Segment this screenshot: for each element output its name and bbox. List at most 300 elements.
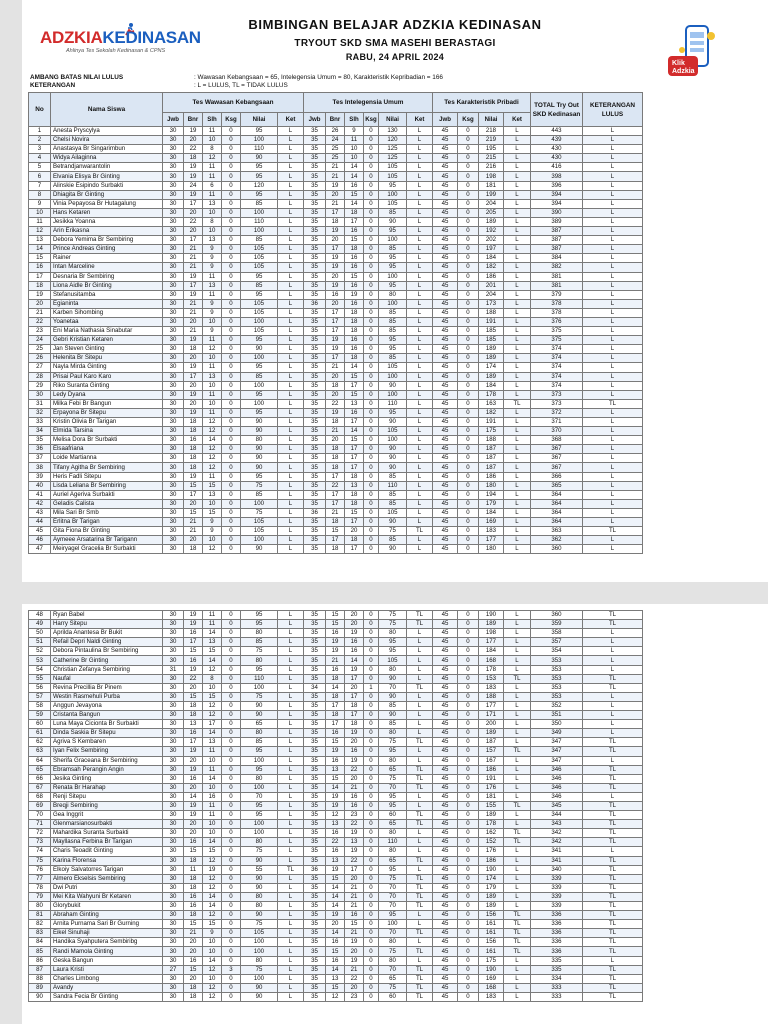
cell-tiu-bnr: 14	[326, 902, 345, 911]
cell-tkp-ksg: 0	[458, 683, 479, 692]
cell-tkp-ksg: 0	[458, 217, 479, 226]
cell-tkp-jwb: 45	[433, 647, 458, 656]
cell-twk-nilai: 80	[241, 902, 278, 911]
cell-twk-nilai: 110	[241, 145, 278, 154]
cell-status: L	[583, 729, 643, 738]
cell-status: TL	[583, 829, 643, 838]
cell-tiu-nilai: 95	[379, 865, 407, 874]
cell-status: L	[583, 372, 643, 381]
cell-twk-nilai: 85	[241, 490, 278, 499]
cell-twk-ksg: 0	[222, 272, 241, 281]
cell-total: 334	[531, 974, 583, 983]
cell-tkp-ksg: 0	[458, 481, 479, 490]
cell-twk-slh: 9	[203, 929, 222, 938]
cell-tiu-ksg: 0	[364, 190, 379, 199]
cell-tkp-jwb: 45	[433, 720, 458, 729]
cell-status: TL	[583, 856, 643, 865]
cell-no: 13	[29, 236, 51, 245]
app-badge-line-1: Klik	[672, 60, 685, 67]
cell-tiu-bnr: 19	[326, 345, 345, 354]
cell-tiu-ket: L	[407, 172, 433, 181]
cell-status: L	[583, 436, 643, 445]
cell-tkp-nilai: 168	[479, 656, 504, 665]
cell-tkp-ksg: 0	[458, 190, 479, 199]
cell-twk-ket: L	[278, 181, 304, 190]
cell-tkp-jwb: 45	[433, 436, 458, 445]
cell-twk-ket: L	[278, 145, 304, 154]
cell-twk-jwb: 30	[163, 638, 184, 647]
cell-tiu-ket: L	[407, 545, 433, 554]
cell-twk-nilai: 95	[241, 611, 278, 620]
cell-tiu-ket: L	[407, 390, 433, 399]
cell-tiu-slh: 17	[345, 518, 364, 527]
cell-name: Handika Syahputera Sembiribg	[51, 938, 163, 947]
cell-tiu-jwb: 35	[304, 638, 326, 647]
table-row	[29, 974, 643, 983]
cell-tiu-bnr: 15	[326, 527, 345, 536]
cell-name: Arnita Purnama Sari Br Gurning	[51, 920, 163, 929]
cell-twk-jwb: 30	[163, 765, 184, 774]
cell-tkp-ksg: 0	[458, 711, 479, 720]
cell-tkp-nilai: 175	[479, 427, 504, 436]
cell-tkp-nilai: 186	[479, 272, 504, 281]
cell-tkp-jwb: 45	[433, 345, 458, 354]
table-row	[29, 883, 643, 892]
cell-twk-jwb: 30	[163, 227, 184, 236]
table-row	[29, 172, 643, 181]
cell-twk-slh: 15	[203, 692, 222, 701]
cell-tiu-nilai: 85	[379, 701, 407, 710]
cell-tkp-nilai: 178	[479, 820, 504, 829]
cell-twk-slh: 10	[203, 208, 222, 217]
cell-tiu-bnr: 19	[326, 263, 345, 272]
cell-tiu-bnr: 19	[326, 911, 345, 920]
cell-tiu-ksg: 0	[364, 801, 379, 810]
cell-total: 343	[531, 820, 583, 829]
cell-tiu-slh: 16	[345, 792, 364, 801]
cell-twk-slh: 10	[203, 683, 222, 692]
col-tiu-ket: Ket	[407, 113, 433, 127]
cell-tiu-bnr: 13	[326, 820, 345, 829]
table-row	[29, 674, 643, 683]
cell-tkp-ket: TL	[504, 747, 531, 756]
cell-total: 374	[531, 354, 583, 363]
cell-twk-slh: 11	[203, 408, 222, 417]
cell-tiu-nilai: 80	[379, 829, 407, 838]
cell-tkp-ksg: 0	[458, 720, 479, 729]
cell-status: TL	[583, 620, 643, 629]
cell-tiu-ksg: 0	[364, 217, 379, 226]
cell-twk-nilai: 100	[241, 317, 278, 326]
cell-total: 358	[531, 629, 583, 638]
cell-twk-bnr: 15	[184, 508, 203, 517]
cell-tkp-ket: L	[504, 390, 531, 399]
cell-tkp-jwb: 45	[433, 729, 458, 738]
cell-tkp-jwb: 45	[433, 620, 458, 629]
cell-tkp-jwb: 45	[433, 929, 458, 938]
cell-tiu-slh: 18	[345, 245, 364, 254]
cell-twk-ket: L	[278, 527, 304, 536]
cell-no: 90	[29, 992, 51, 1001]
cell-tkp-ket: L	[504, 190, 531, 199]
cell-twk-bnr: 20	[184, 756, 203, 765]
cell-twk-slh: 11	[203, 801, 222, 810]
cell-status: TL	[583, 611, 643, 620]
cell-twk-slh: 9	[203, 518, 222, 527]
cell-tiu-bnr: 16	[326, 629, 345, 638]
cell-tiu-jwb: 35	[304, 290, 326, 299]
cell-tiu-bnr: 13	[326, 765, 345, 774]
cell-tiu-bnr: 14	[326, 683, 345, 692]
table-row	[29, 692, 643, 701]
cell-no: 5	[29, 163, 51, 172]
cell-twk-nilai: 95	[241, 390, 278, 399]
cell-tiu-nilai: 100	[379, 236, 407, 245]
cell-status: TL	[583, 947, 643, 956]
cell-tkp-nilai: 183	[479, 527, 504, 536]
cell-name: Karina Florensa	[51, 856, 163, 865]
cell-tiu-slh: 19	[345, 847, 364, 856]
cell-twk-bnr: 19	[184, 127, 203, 136]
cell-tiu-bnr: 24	[326, 136, 345, 145]
cell-tkp-ksg: 0	[458, 920, 479, 929]
cell-total: 346	[531, 792, 583, 801]
cell-tiu-slh: 10	[345, 154, 364, 163]
cell-twk-bnr: 17	[184, 638, 203, 647]
cell-total: 342	[531, 829, 583, 838]
cell-no: 47	[29, 545, 51, 554]
cell-twk-ksg: 0	[222, 263, 241, 272]
cell-tkp-nilai: 155	[479, 801, 504, 810]
cell-twk-bnr: 19	[184, 801, 203, 810]
cell-twk-ket: L	[278, 418, 304, 427]
cell-tiu-jwb: 35	[304, 902, 326, 911]
cell-twk-slh: 11	[203, 272, 222, 281]
cell-twk-bnr: 22	[184, 145, 203, 154]
cell-tiu-slh: 20	[345, 611, 364, 620]
cell-tkp-nilai: 190	[479, 965, 504, 974]
cell-tkp-nilai: 188	[479, 692, 504, 701]
cell-tiu-jwb: 35	[304, 236, 326, 245]
cell-tiu-ksg: 0	[364, 911, 379, 920]
cell-tiu-nilai: 60	[379, 811, 407, 820]
cell-no: 37	[29, 454, 51, 463]
table-row	[29, 136, 643, 145]
cell-status: L	[583, 711, 643, 720]
cell-tkp-nilai: 189	[479, 354, 504, 363]
col-name: Nama Siswa	[51, 93, 163, 127]
cell-total: 339	[531, 874, 583, 883]
cell-tiu-slh: 18	[345, 472, 364, 481]
cell-tiu-nilai: 70	[379, 902, 407, 911]
cell-tiu-ket: L	[407, 747, 433, 756]
cell-twk-nilai: 90	[241, 463, 278, 472]
cell-twk-ket: L	[278, 674, 304, 683]
cell-twk-bnr: 24	[184, 181, 203, 190]
cell-tkp-ksg: 0	[458, 902, 479, 911]
cell-tiu-slh: 18	[345, 536, 364, 545]
cell-no: 75	[29, 856, 51, 865]
cell-tkp-ksg: 0	[458, 865, 479, 874]
cell-tkp-jwb: 45	[433, 938, 458, 947]
cell-tkp-nilai: 189	[479, 902, 504, 911]
table-row	[29, 345, 643, 354]
cell-tkp-jwb: 45	[433, 172, 458, 181]
cell-tiu-slh: 20	[345, 738, 364, 747]
cell-twk-slh: 14	[203, 892, 222, 901]
cell-tiu-nilai: 100	[379, 299, 407, 308]
cell-tiu-ksg: 0	[364, 327, 379, 336]
cell-twk-ket: L	[278, 236, 304, 245]
cell-twk-slh: 10	[203, 974, 222, 983]
cell-tiu-jwb: 35	[304, 738, 326, 747]
cell-twk-nilai: 100	[241, 820, 278, 829]
cell-tiu-slh: 17	[345, 445, 364, 454]
cell-tkp-nilai: 161	[479, 920, 504, 929]
cell-tkp-ket: TL	[504, 938, 531, 947]
cell-tiu-ksg: 0	[364, 536, 379, 545]
cell-tkp-ket: L	[504, 527, 531, 536]
cell-tiu-nilai: 90	[379, 518, 407, 527]
cell-total: 335	[531, 965, 583, 974]
cell-tiu-jwb: 35	[304, 729, 326, 738]
cell-tkp-ksg: 0	[458, 874, 479, 883]
cell-tkp-nilai: 177	[479, 536, 504, 545]
cell-twk-ksg: 0	[222, 974, 241, 983]
cell-twk-slh: 6	[203, 181, 222, 190]
cell-status: L	[583, 381, 643, 390]
cell-tiu-slh: 19	[345, 629, 364, 638]
cell-twk-ket: L	[278, 747, 304, 756]
cell-twk-ket: L	[278, 883, 304, 892]
cell-tkp-ksg: 0	[458, 354, 479, 363]
cell-twk-slh: 9	[203, 299, 222, 308]
cell-tkp-ksg: 0	[458, 729, 479, 738]
cell-twk-ksg: 0	[222, 665, 241, 674]
cell-twk-ksg: 0	[222, 883, 241, 892]
cell-status: L	[583, 154, 643, 163]
cell-tkp-jwb: 45	[433, 399, 458, 408]
cell-twk-slh: 12	[203, 418, 222, 427]
cell-tiu-slh: 17	[345, 692, 364, 701]
cell-tkp-nilai: 200	[479, 720, 504, 729]
cell-tkp-jwb: 45	[433, 692, 458, 701]
cell-tiu-ket: TL	[407, 856, 433, 865]
cell-name: Elkoiy Salvatorres Tarigan	[51, 865, 163, 874]
cell-tiu-bnr: 14	[326, 783, 345, 792]
cell-tiu-bnr: 15	[326, 947, 345, 956]
cell-twk-jwb: 30	[163, 181, 184, 190]
cell-tiu-jwb: 35	[304, 774, 326, 783]
cell-twk-ket: L	[278, 820, 304, 829]
cell-tiu-ksg: 0	[364, 756, 379, 765]
cell-tiu-nilai: 95	[379, 281, 407, 290]
cell-tiu-slh: 23	[345, 992, 364, 1001]
cell-twk-slh: 14	[203, 729, 222, 738]
cell-no: 9	[29, 199, 51, 208]
cell-twk-ksg: 0	[222, 865, 241, 874]
table-row	[29, 236, 643, 245]
cell-no: 50	[29, 629, 51, 638]
cell-tiu-ket: TL	[407, 611, 433, 620]
cell-tkp-ksg: 0	[458, 747, 479, 756]
cell-tkp-jwb: 45	[433, 272, 458, 281]
cell-twk-slh: 12	[203, 445, 222, 454]
cell-tiu-jwb: 35	[304, 620, 326, 629]
cell-status: L	[583, 272, 643, 281]
cell-tkp-ksg: 0	[458, 163, 479, 172]
cell-twk-jwb: 30	[163, 536, 184, 545]
cell-twk-ksg: 0	[222, 481, 241, 490]
table-row	[29, 892, 643, 901]
cell-total: 349	[531, 729, 583, 738]
cell-name: Abraham Ginting	[51, 911, 163, 920]
cell-no: 77	[29, 874, 51, 883]
cell-no: 62	[29, 738, 51, 747]
cell-tiu-slh: 16	[345, 336, 364, 345]
cell-twk-jwb: 30	[163, 711, 184, 720]
col-tiu-jwb: Jwb	[304, 113, 326, 127]
table-row	[29, 327, 643, 336]
cell-tkp-ksg: 0	[458, 272, 479, 281]
cell-name: Aprilda Anantesa Br Bukit	[51, 629, 163, 638]
cell-total: 381	[531, 272, 583, 281]
cell-tkp-ksg: 0	[458, 620, 479, 629]
cell-total: 375	[531, 336, 583, 345]
cell-twk-bnr: 20	[184, 536, 203, 545]
cell-twk-jwb: 30	[163, 163, 184, 172]
cell-twk-nilai: 80	[241, 436, 278, 445]
cell-tiu-jwb: 35	[304, 965, 326, 974]
cell-twk-slh: 15	[203, 481, 222, 490]
cell-tkp-nilai: 169	[479, 518, 504, 527]
cell-tkp-ksg: 0	[458, 281, 479, 290]
cell-tkp-ket: L	[504, 363, 531, 372]
cell-twk-nilai: 90	[241, 992, 278, 1001]
cell-no: 35	[29, 436, 51, 445]
cell-tiu-jwb: 35	[304, 756, 326, 765]
results-table-continued	[28, 610, 643, 1002]
col-twk-ksg: Ksg	[222, 113, 241, 127]
cell-twk-slh: 10	[203, 136, 222, 145]
cell-twk-ket: L	[278, 992, 304, 1001]
cell-tiu-ket: L	[407, 463, 433, 472]
cell-tiu-ket: TL	[407, 947, 433, 956]
cell-tiu-ket: TL	[407, 774, 433, 783]
cell-tkp-ksg: 0	[458, 317, 479, 326]
cell-twk-nilai: 95	[241, 272, 278, 281]
cell-tkp-ket: L	[504, 611, 531, 620]
cell-tiu-nilai: 85	[379, 720, 407, 729]
cell-tiu-ksg: 0	[364, 208, 379, 217]
table-row	[29, 181, 643, 190]
cell-tiu-jwb: 35	[304, 199, 326, 208]
cell-twk-bnr: 17	[184, 490, 203, 499]
cell-twk-bnr: 18	[184, 874, 203, 883]
cell-twk-jwb: 30	[163, 883, 184, 892]
cell-twk-jwb: 30	[163, 245, 184, 254]
cell-tiu-nilai: 80	[379, 665, 407, 674]
cell-tiu-ksg: 0	[364, 163, 379, 172]
app-badge-line-2: Adzkia	[672, 68, 695, 75]
cell-tkp-jwb: 45	[433, 992, 458, 1001]
cell-twk-ket: L	[278, 263, 304, 272]
cell-twk-jwb: 30	[163, 756, 184, 765]
cell-twk-bnr: 18	[184, 701, 203, 710]
cell-tiu-nilai: 80	[379, 629, 407, 638]
cell-tiu-bnr: 17	[326, 490, 345, 499]
cell-tkp-nilai: 189	[479, 372, 504, 381]
cell-twk-ksg: 0	[222, 992, 241, 1001]
cell-tkp-ksg: 0	[458, 638, 479, 647]
cell-tiu-ksg: 0	[364, 865, 379, 874]
cell-tkp-ket: L	[504, 992, 531, 1001]
cell-total: 379	[531, 290, 583, 299]
cell-tiu-ksg: 0	[364, 692, 379, 701]
cell-tiu-ket: TL	[407, 527, 433, 536]
cell-twk-ksg: 0	[222, 281, 241, 290]
cell-twk-ket: L	[278, 756, 304, 765]
cell-tiu-slh: 20	[345, 774, 364, 783]
cell-twk-ksg: 0	[222, 638, 241, 647]
cell-twk-slh: 14	[203, 956, 222, 965]
cell-tiu-ksg: 0	[364, 620, 379, 629]
cell-tiu-slh: 16	[345, 345, 364, 354]
cell-twk-ket: L	[278, 536, 304, 545]
table-row	[29, 336, 643, 345]
cell-tiu-nilai: 90	[379, 463, 407, 472]
cell-total: 341	[531, 847, 583, 856]
cell-twk-slh: 12	[203, 911, 222, 920]
cell-twk-ket: L	[278, 481, 304, 490]
cell-twk-ksg: 0	[222, 847, 241, 856]
cell-tiu-ket: TL	[407, 983, 433, 992]
cell-twk-ksg: 0	[222, 756, 241, 765]
cell-tiu-slh: 10	[345, 145, 364, 154]
cell-twk-ksg: 0	[222, 811, 241, 820]
cell-tkp-ksg: 0	[458, 236, 479, 245]
cell-twk-nilai: 100	[241, 136, 278, 145]
cell-tiu-bnr: 20	[326, 190, 345, 199]
cell-tkp-ket: L	[504, 638, 531, 647]
cell-tkp-ksg: 0	[458, 136, 479, 145]
cell-tiu-nilai: 75	[379, 774, 407, 783]
cell-twk-ket: L	[278, 856, 304, 865]
page-subtitle: TRYOUT SKD SMA MASEHI BERASTAGI	[294, 38, 496, 49]
cell-tkp-ksg: 0	[458, 390, 479, 399]
cell-total: 439	[531, 136, 583, 145]
cell-status: TL	[583, 938, 643, 947]
table-row	[29, 436, 643, 445]
cell-twk-bnr: 16	[184, 892, 203, 901]
cell-tkp-nilai: 175	[479, 956, 504, 965]
cell-tiu-ksg: 0	[364, 263, 379, 272]
cell-total: 371	[531, 418, 583, 427]
cell-tiu-bnr: 20	[326, 236, 345, 245]
cell-tkp-nilai: 181	[479, 792, 504, 801]
cell-tkp-nilai: 184	[479, 647, 504, 656]
cell-tiu-bnr: 19	[326, 281, 345, 290]
cell-tiu-bnr: 17	[326, 499, 345, 508]
cell-total: 365	[531, 481, 583, 490]
cell-tkp-jwb: 45	[433, 974, 458, 983]
cell-twk-bnr: 16	[184, 729, 203, 738]
cell-twk-ksg: 0	[222, 902, 241, 911]
cell-twk-nilai: 90	[241, 856, 278, 865]
cell-tkp-jwb: 45	[433, 947, 458, 956]
col-total: TOTAL Try Out SKD Kedinasan	[531, 93, 583, 127]
table-row	[29, 647, 643, 656]
